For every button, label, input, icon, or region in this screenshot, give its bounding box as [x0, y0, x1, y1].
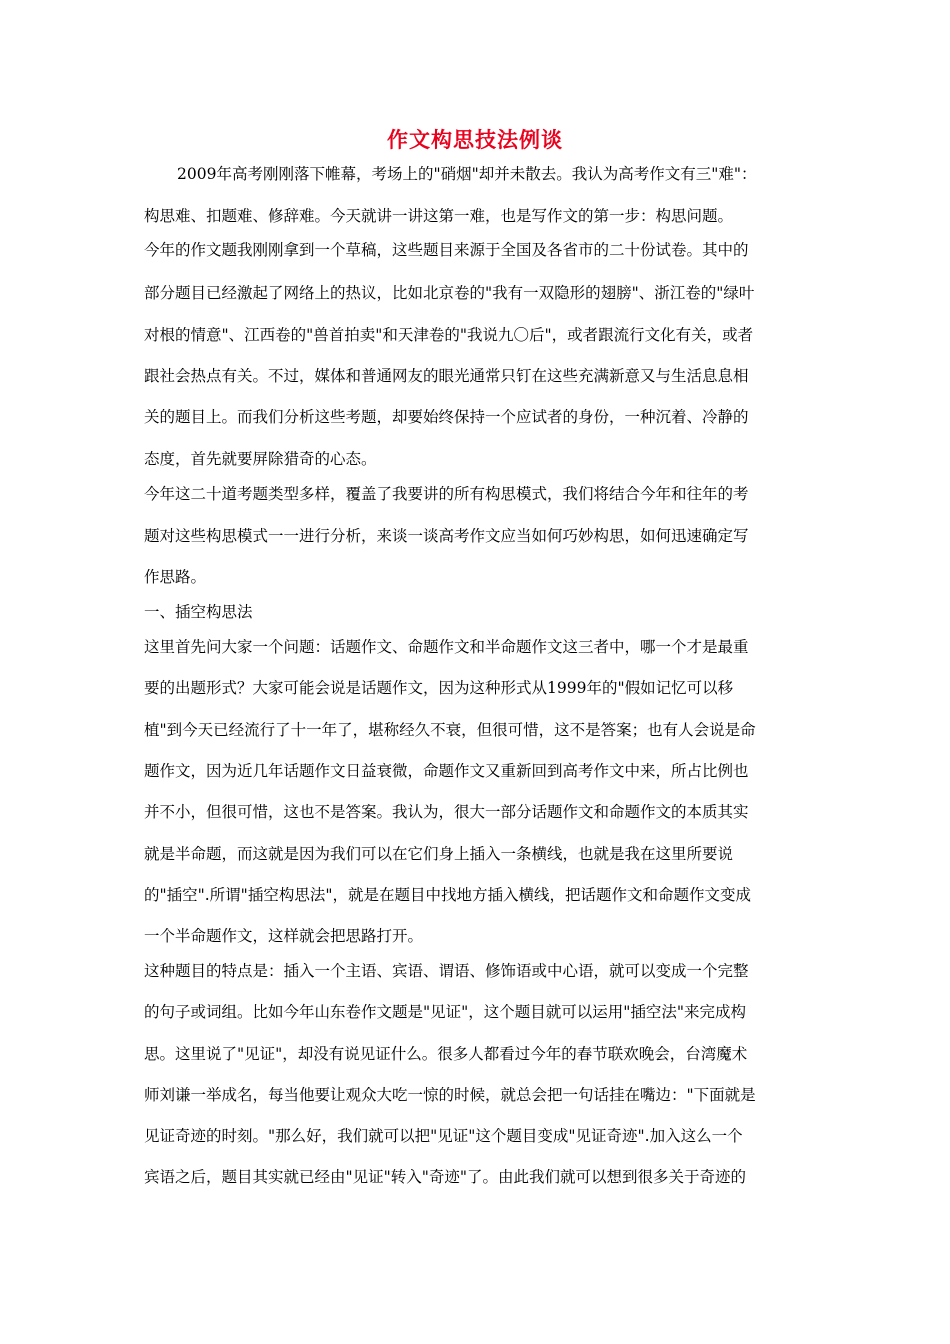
document-title: 作文构思技法例谈 [387, 127, 563, 152]
paragraph-line: 要的出题形式？大家可能会说是话题作文，因为这种形式从1999年的"假如记忆可以移 [144, 679, 734, 697]
paragraph-line: 对根的情意"、江西卷的"兽首拍卖"和天津卷的"我说九〇后"，或者跟流行文化有关，或者 [144, 326, 754, 344]
paragraph-line: 植"到今天已经流行了十一年了，堪称经久不衰，但很可惜，这不是答案；也有人会说是命 [144, 721, 756, 739]
paragraph-line: 作思路。 [144, 568, 207, 586]
paragraph-line: 部分题目已经激起了网络上的热议，比如北京卷的"我有一双隐形的翅膀"、浙江卷的"绿叶 [144, 284, 755, 302]
paragraph-line: 师刘谦一举成名，每当他要让观众大吃一惊的时候，就总会把一句话挂在嘴边："下面就是 [144, 1086, 756, 1104]
paragraph-line: 题对这些构思模式一一进行分析，来谈一谈高考作文应当如何巧妙构思，如何迅速确定写 [144, 527, 749, 545]
paragraph-line: 见证奇迹的时刻。"那么好，我们就可以把"见证"这个题目变成"见证奇迹".加入这么一个 [144, 1127, 743, 1145]
paragraph-line: 并不小，但很可惜，这也不是答案。我认为，很大一部分话题作文和命题作文的本质其实 [144, 803, 749, 821]
paragraph-line: 题作文，因为近几年话题作文日益衰微，命题作文又重新回到高考作文中来，所占比例也 [144, 762, 749, 780]
paragraph-line: 今年这二十道考题类型多样，覆盖了我要讲的所有构思模式，我们将结合今年和往年的考 [144, 485, 749, 503]
paragraph-line: 这种题目的特点是：插入一个主语、宾语、谓语、修饰语或中心语，就可以变成一个完整 [144, 962, 749, 980]
paragraph-line: 跟社会热点有关。不过，媒体和普通网友的眼光通常只钉在这些充满新意又与生活息息相 [144, 367, 749, 385]
paragraph-line: 思。这里说了"见证"，却没有说见证什么。很多人都看过今年的春节联欢晚会，台湾魔术 [144, 1045, 748, 1063]
section-heading: 一、插空构思法 [144, 603, 253, 621]
paragraph-line: 今年的作文题我刚刚拿到一个草稿，这些题目来源于全国及各省市的二十份试卷。其中的 [144, 241, 749, 259]
paragraph-line: 的"插空".所谓"插空构思法"，就是在题目中找地方插入横线，把话题作文和命题作文变成 [144, 886, 751, 904]
paragraph-line: 的句子或词组。比如今年山东卷作文题是"见证"，这个题目就可以运用"插空法"来完成构 [144, 1003, 747, 1021]
paragraph-line: 一个半命题作文，这样就会把思路打开。 [144, 927, 424, 945]
paragraph-line: 这里首先问大家一个问题：话题作文、命题作文和半命题作文这三者中，哪一个才是最重 [144, 638, 749, 656]
paragraph-line: 2009年高考刚刚落下帷幕，考场上的"硝烟"却并未散去。我认为高考作文有三"难"： [177, 165, 757, 183]
paragraph-line: 构思难、扣题难、修辞难。今天就讲一讲这第一难，也是写作文的第一步：构思问题。 [144, 207, 734, 225]
paragraph-line: 态度，首先就要屏除猎奇的心态。 [144, 450, 377, 468]
paragraph-line: 关的题目上。而我们分析这些考题，却要始终保持一个应试者的身份，一种沉着、冷静的 [144, 408, 749, 426]
paragraph-line: 宾语之后，题目其实就已经由"见证"转入"奇迹"了。由此我们就可以想到很多关于奇迹的 [144, 1168, 747, 1186]
paragraph-line: 就是半命题，而这就是因为我们可以在它们身上插入一条横线，也就是我在这里所要说 [144, 845, 734, 863]
